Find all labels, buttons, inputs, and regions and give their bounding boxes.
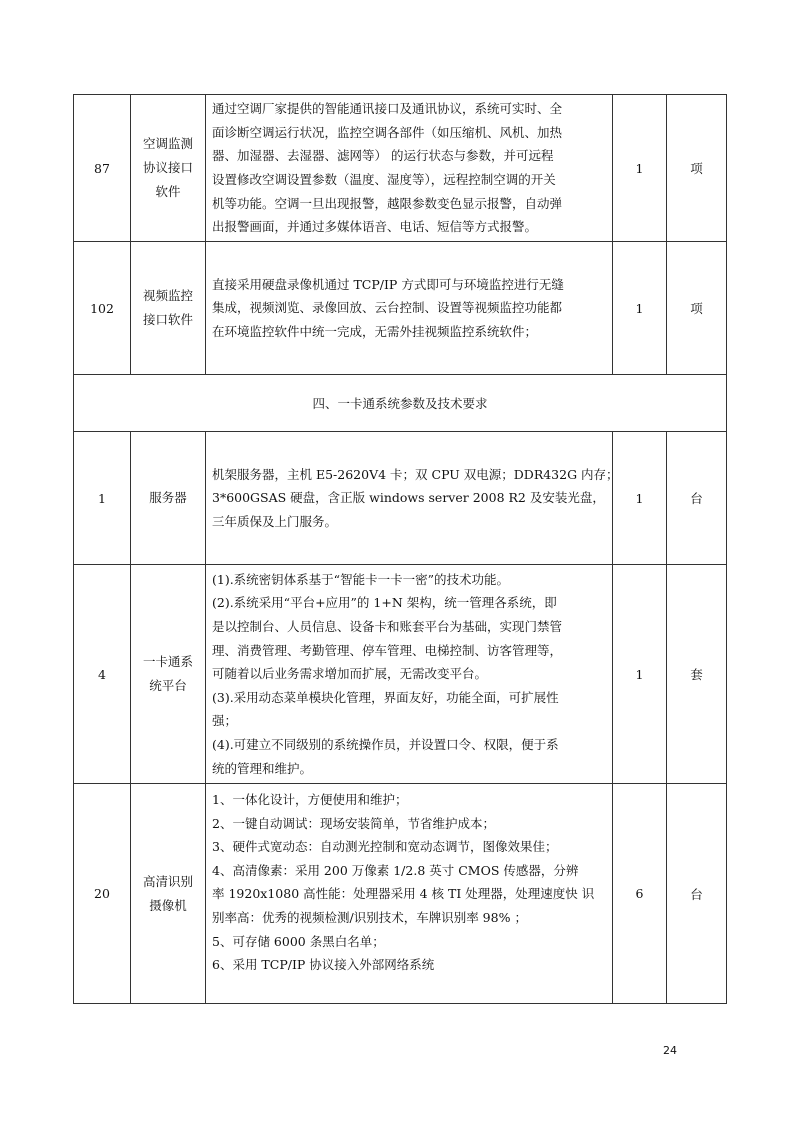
item-name-line: 空调监测 xyxy=(142,136,193,151)
description-line: 率 1920x1080 高性能：处理器采用 4 核 TI 处理器，处理速度快 识 xyxy=(212,886,595,902)
item-name xyxy=(131,432,206,565)
description-line: 是以控制台、人员信息、设备卡和账套平台为基础，实现门禁管 xyxy=(212,619,563,635)
description-line: 理、消费管理、考勤管理、停车管理、电梯控制、访客管理等， xyxy=(212,642,563,658)
item-number: 87 xyxy=(74,95,131,242)
item-unit: 项 xyxy=(667,95,727,242)
description-line: 面诊断空调运行状况，监控空调各部件（如压缩机、风机、加热 xyxy=(212,124,563,140)
description-line: 5、可存储 6000 条黑白名单； xyxy=(212,933,385,949)
description-line: 在环境监控软件中统一完成，无需外挂视频监控系统软件； xyxy=(212,323,538,339)
item-name-line: 服务器 xyxy=(149,490,187,505)
section-row xyxy=(74,375,727,432)
description-line: 直接采用硬盘录像机通过 TCP/IP 方式即可与环境监控进行无缝 xyxy=(212,276,564,292)
item-unit: 套 xyxy=(667,565,727,784)
item-quantity: 6 xyxy=(613,784,667,1004)
item-quantity: 1 xyxy=(613,432,667,565)
item-name-line: 协议接口 xyxy=(142,160,193,175)
item-unit: 台 xyxy=(667,784,727,1004)
item-name xyxy=(131,95,206,242)
description-line: 1、一体化设计，方便使用和维护； xyxy=(212,792,408,807)
description-line: 集成，视频浏览、录像回放、云台控制、设置等视频监控功能都 xyxy=(212,300,563,316)
description-line: 4、高清像素：采用 200 万像素 1/2.8 英寸 CMOS 传感器，分辨 xyxy=(212,862,579,878)
item-quantity: 1 xyxy=(613,242,667,375)
page-number: 24 xyxy=(663,1044,677,1057)
description-line: 2、一键自动调试：现场安装简单，节省维护成本； xyxy=(212,815,495,831)
item-unit: 项 xyxy=(667,242,727,375)
item-name-line: 软件 xyxy=(155,184,181,199)
item-description xyxy=(206,784,613,1004)
description-line: 3、硬件式宽动态：自动测光控制和宽动态调节，图像效果佳； xyxy=(212,839,558,855)
description-line: 强； xyxy=(212,713,238,729)
item-name-line: 摄像机 xyxy=(149,897,187,913)
table-row xyxy=(74,784,727,1004)
description-line: 设置修改空调设置参数（温度、湿度等），远程控制空调的开关 xyxy=(212,172,556,187)
item-description xyxy=(206,242,613,375)
description-line: 出报警画面，并通过多媒体语音、电话、短信等方式报警。 xyxy=(212,219,538,235)
description-line: 统的管理和维护。 xyxy=(212,760,313,776)
table-row xyxy=(74,242,727,375)
item-unit: 台 xyxy=(667,432,727,565)
item-name-line: 一卡通系 xyxy=(142,654,193,669)
description-line: 通过空调厂家提供的智能通讯接口及通讯协议，系统可实时、全 xyxy=(212,101,563,117)
item-name xyxy=(131,242,206,375)
description-line: 别率高：优秀的视频检测/识别技术，车牌识别率 98% ； xyxy=(212,909,527,925)
item-name-line: 统平台 xyxy=(149,678,187,693)
table-row xyxy=(74,565,727,784)
item-number: 1 xyxy=(74,432,131,565)
description-line: 器、加湿器、去湿器、滤网等） 的运行状态与参数，并可远程 xyxy=(212,148,554,164)
item-description xyxy=(206,432,619,565)
description-line: (3).采用动态菜单模块化管理，界面友好，功能全面，可扩展性 xyxy=(212,689,559,705)
section-title: 四、一卡通系统参数及技术要求 xyxy=(74,375,727,432)
spec-table xyxy=(73,94,727,1004)
item-name xyxy=(131,784,206,1004)
item-name-line: 视频监控 xyxy=(142,288,193,303)
item-description xyxy=(206,95,613,242)
description-line: 可随着以后业务需求增加而扩展，无需改变平台。 xyxy=(212,666,488,682)
item-number: 102 xyxy=(74,242,131,375)
description-line: 机等功能。空调一旦出现报警，越限参数变色显示报警，自动弹 xyxy=(212,195,563,211)
description-line: 机架服务器，主机 E5-2620V4 卡；双 CPU 双电源；DDR432G 内存； xyxy=(212,466,619,482)
spec-table-body xyxy=(74,95,727,1004)
description-line: 3*600GSAS 硬盘，含正版 windows server 2008 R2 及安装光盘， xyxy=(212,490,605,506)
description-line: (1).系统密钥体系基于“智能卡一卡一密”的技术功能。 xyxy=(212,571,509,587)
description-line: 6、采用 TCP/IP 协议接入外部网络系统 xyxy=(212,957,435,973)
item-description xyxy=(206,565,613,784)
item-name-line: 高清识别 xyxy=(142,873,193,889)
table-row xyxy=(74,95,727,242)
item-name-line: 接口软件 xyxy=(142,312,193,327)
description-line: (4).可建立不同级别的系统操作员，并设置口令、权限，便于系 xyxy=(212,736,559,752)
description-line: (2).系统采用“平台+应用”的 1+N 架构，统一管理各系统，即 xyxy=(212,595,557,611)
item-number: 4 xyxy=(74,565,131,784)
item-quantity: 1 xyxy=(613,565,667,784)
item-number: 20 xyxy=(74,784,131,1004)
item-name xyxy=(131,565,206,784)
item-quantity: 1 xyxy=(613,95,667,242)
table-row xyxy=(74,432,727,565)
description-line: 三年质保及上门服务。 xyxy=(212,513,338,529)
